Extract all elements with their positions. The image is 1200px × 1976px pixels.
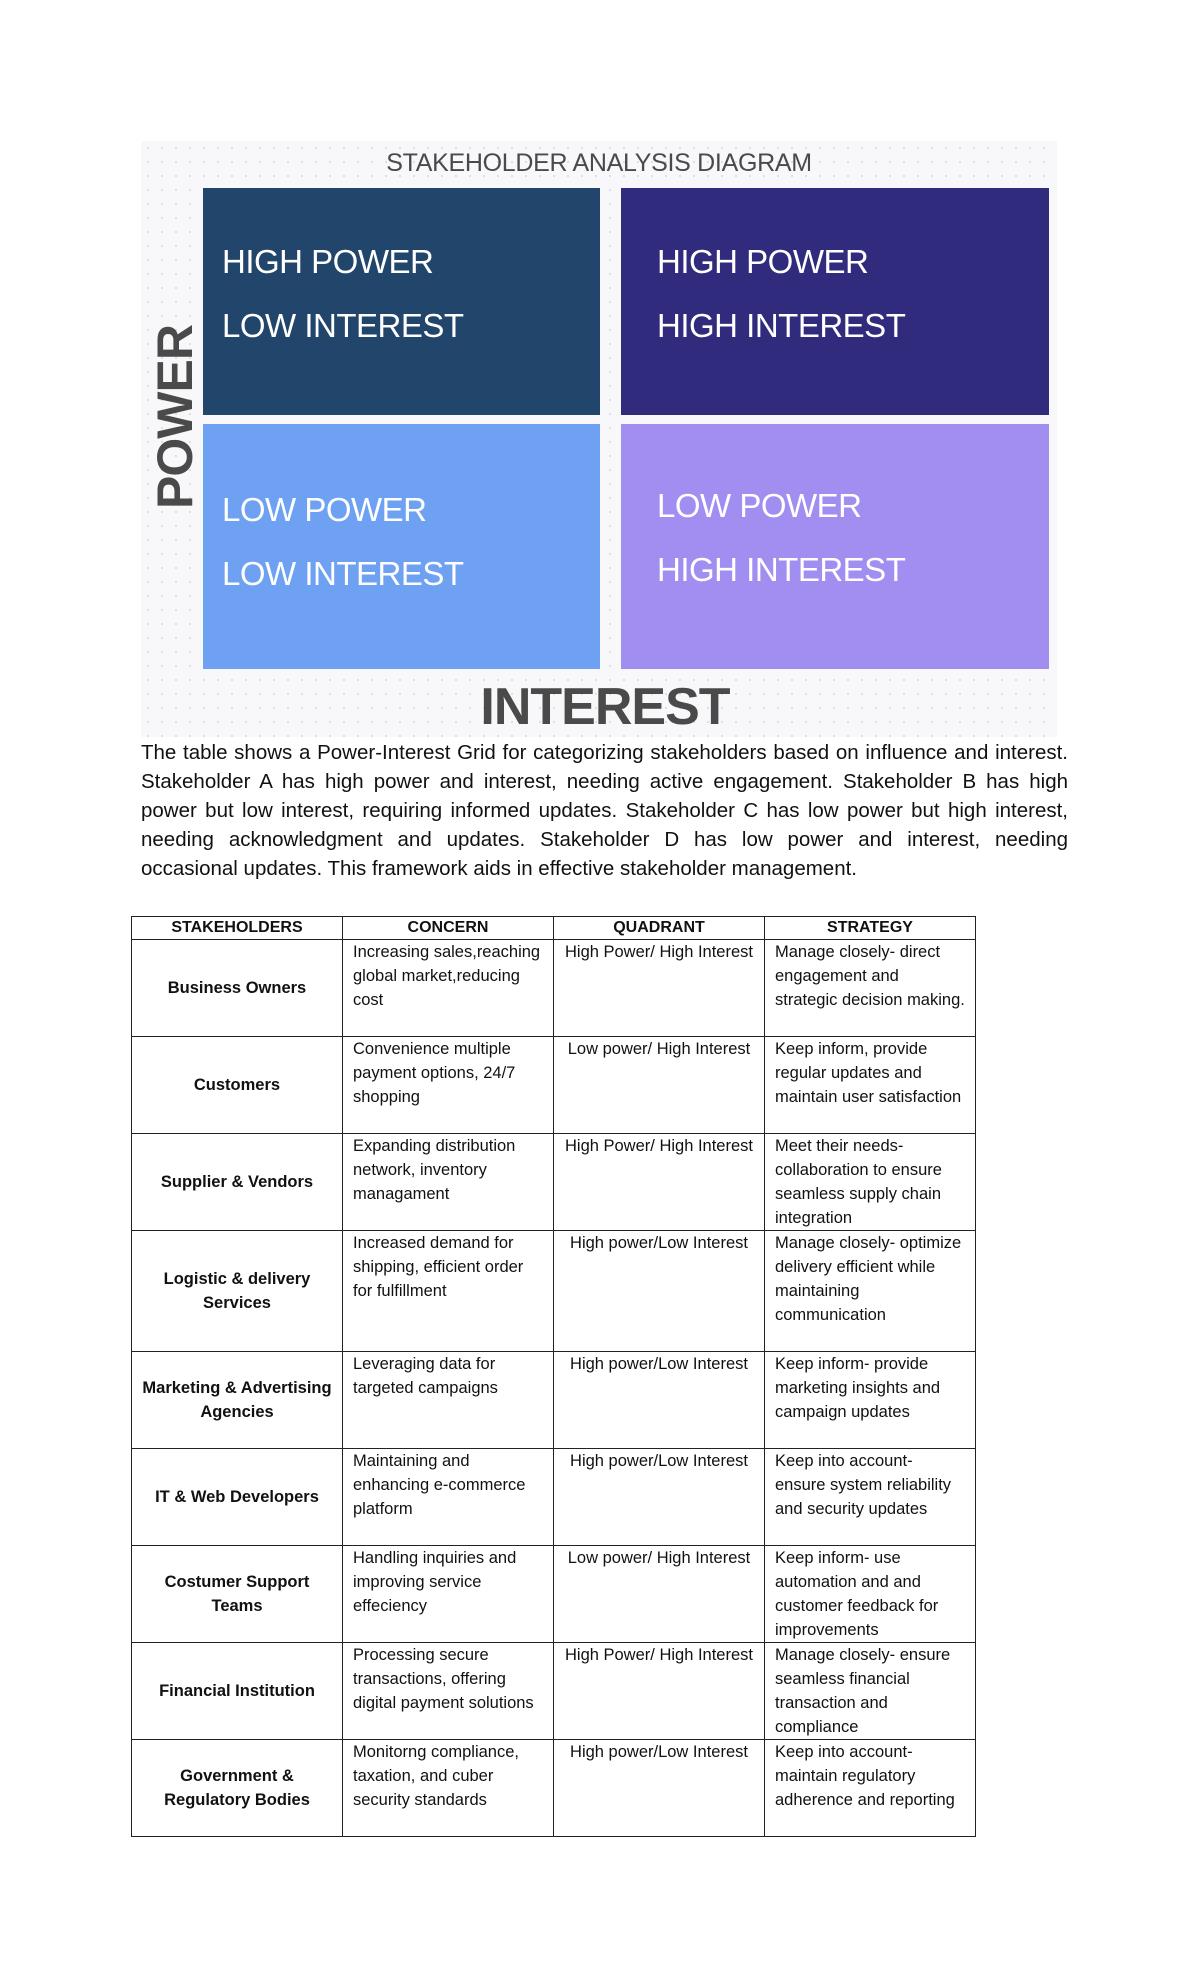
concern-cell: Maintaining and enhancing e-commerce platform [343,1449,554,1546]
quadrant-line-2: LOW INTEREST [222,555,464,592]
stakeholder-cell: Supplier & Vendors [132,1134,343,1231]
column-header-stakeholders: STAKEHOLDERS [132,917,343,940]
stakeholder-cell: Financial Institution [132,1643,343,1740]
strategy-cell: Meet their needs- collaboration to ensure seamless supply chain integration [765,1134,976,1231]
table-row [132,1546,976,1643]
concern-cell: Convenience multiple payment options, 24/7 shopping [343,1037,554,1134]
quadrant-high-power-high-interest [621,188,1049,415]
intro-paragraph: The table shows a Power-Interest Grid for categorizing stakeholders based on influence and interest. Stakeholder A has high power and interest, needing active engagement. Stakeholder B has high power but low interest, requiring informed updates. Stakeholder C has low power but high interest, needing acknowledgment and updates. Stakeholder D has low power and interest, needing occasional updates. This framework aids in effective stakeholder management. [141,741,1068,880]
stakeholder-cell: Logistic & delivery Services [132,1231,343,1352]
table-header-row [132,917,976,940]
strategy-cell: Manage closely- ensure seamless financial transaction and compliance [765,1643,976,1740]
quadrant-line-1: LOW POWER [657,487,862,524]
strategy-cell: Keep inform- provide marketing insights and campaign updates [765,1352,976,1449]
concern-cell: Increasing sales,reaching global market,reducing cost [343,940,554,1037]
strategy-cell: Keep into account- ensure system reliability and security updates [765,1449,976,1546]
quadrant-cell: High Power/ High Interest [554,1643,765,1740]
strategy-cell: Manage closely- optimize delivery efficient while maintaining communication [765,1231,976,1352]
table-row [132,1134,976,1231]
table-row [132,1740,976,1837]
quadrant-cell: High power/Low Interest [554,1231,765,1352]
stakeholder-diagram [141,141,1057,737]
stakeholder-cell: Government & Regulatory Bodies [132,1740,343,1837]
concern-cell: Handling inquiries and improving service effeciency [343,1546,554,1643]
quadrant-low-power-low-interest [203,424,600,669]
quadrant-line-1: HIGH POWER [222,243,434,280]
diagram-title: STAKEHOLDER ANALYSIS DIAGRAM [386,149,812,177]
quadrant-cell: High Power/ High Interest [554,1134,765,1231]
table-row [132,1643,976,1740]
x-axis-label: INTEREST [480,678,730,736]
quadrant-label [222,478,464,606]
y-axis-label: POWER [147,325,203,509]
quadrant-label [222,230,464,358]
concern-cell: Increased demand for shipping, efficient order for fulfillment [343,1231,554,1352]
concern-cell: Leveraging data for targeted campaigns [343,1352,554,1449]
stakeholder-cell: IT & Web Developers [132,1449,343,1546]
table-row [132,1037,976,1134]
quadrant-cell: High power/Low Interest [554,1352,765,1449]
stakeholder-cell: Costumer Support Teams [132,1546,343,1643]
quadrant-label [657,474,905,602]
table-row [132,1352,976,1449]
quadrant-cell: High power/Low Interest [554,1449,765,1546]
concern-cell: Expanding distribution network, inventory managament [343,1134,554,1231]
quadrant-cell: High power/Low Interest [554,1740,765,1837]
table-row [132,940,976,1037]
column-header-strategy: STRATEGY [765,917,976,940]
stakeholder-cell: Business Owners [132,940,343,1037]
column-header-quadrant: QUADRANT [554,917,765,940]
quadrant-high-power-low-interest [203,188,600,415]
quadrant-label [657,230,905,358]
concern-cell: Processing secure transactions, offering digital payment solutions [343,1643,554,1740]
strategy-cell: Manage closely- direct engagement and strategic decision making. [765,940,976,1037]
quadrant-cell: High Power/ High Interest [554,940,765,1037]
table-row [132,1449,976,1546]
quadrant-line-2: LOW INTEREST [222,307,464,344]
stakeholder-table [131,916,976,1837]
quadrant-cell: Low power/ High Interest [554,1037,765,1134]
quadrant-line-2: HIGH INTEREST [657,307,906,344]
concern-cell: Monitorng compliance, taxation, and cuber security standards [343,1740,554,1837]
quadrant-low-power-high-interest [621,424,1049,669]
stakeholder-cell: Marketing & Advertising Agencies [132,1352,343,1449]
quadrant-line-1: LOW POWER [222,491,427,528]
quadrant-line-1: HIGH POWER [657,243,869,280]
quadrant-cell: Low power/ High Interest [554,1546,765,1643]
strategy-cell: Keep inform- use automation and and customer feedback for improvements [765,1546,976,1643]
stakeholder-cell: Customers [132,1037,343,1134]
quadrant-line-2: HIGH INTEREST [657,551,906,588]
table-row [132,1231,976,1352]
column-header-concern: CONCERN [343,917,554,940]
strategy-cell: Keep into account- maintain regulatory adherence and reporting [765,1740,976,1837]
strategy-cell: Keep inform, provide regular updates and maintain user satisfaction [765,1037,976,1134]
